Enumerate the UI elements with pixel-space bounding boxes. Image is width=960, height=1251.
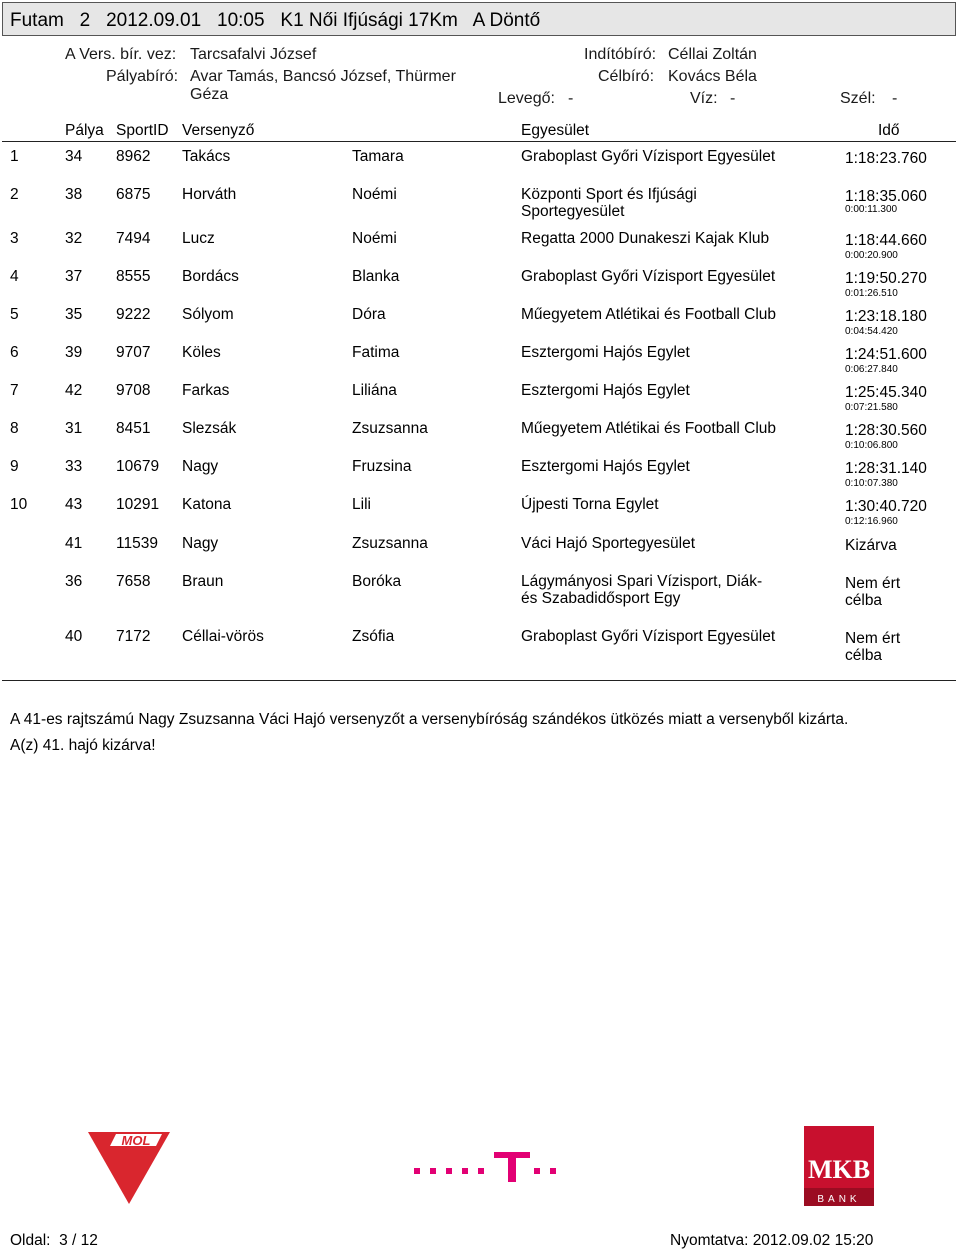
levego-label: Levegő: bbox=[498, 90, 555, 107]
lane: 39 bbox=[65, 344, 83, 361]
time: 1:30:40.720 bbox=[845, 498, 927, 515]
szel-label: Szél: bbox=[840, 90, 876, 107]
sportid: 8962 bbox=[116, 148, 151, 165]
first-name: Zsófia bbox=[352, 628, 395, 645]
mkb-bank-text: BANK bbox=[817, 1194, 861, 1205]
last-name: Horváth bbox=[182, 186, 237, 203]
time: 1:19:50.270 bbox=[845, 270, 927, 287]
celbiro-value: Kovács Béla bbox=[668, 68, 757, 85]
place: 9 bbox=[10, 458, 19, 475]
club: Esztergomi Hajós Egylet bbox=[521, 344, 690, 361]
header-divider bbox=[2, 141, 956, 142]
mol-logo-text: MOL bbox=[121, 1133, 151, 1148]
first-name: Dóra bbox=[352, 306, 386, 323]
lane: 36 bbox=[65, 573, 83, 590]
lane: 32 bbox=[65, 230, 83, 247]
place: 8 bbox=[10, 420, 19, 437]
place: 10 bbox=[10, 496, 28, 513]
time-diff: 0:12:16.960 bbox=[845, 516, 898, 527]
time: 1:28:31.140 bbox=[845, 460, 927, 477]
sportid: 8555 bbox=[116, 268, 151, 285]
time: 1:25:45.340 bbox=[845, 384, 927, 401]
page-number: Oldal: 3 / 12 bbox=[10, 1232, 98, 1249]
last-name: Nagy bbox=[182, 458, 219, 475]
first-name: Fruzsina bbox=[352, 458, 412, 475]
time-diff: 0:10:06.800 bbox=[845, 440, 898, 451]
note-boat-disqualified: A(z) 41. hajó kizárva! bbox=[10, 737, 156, 754]
first-name: Tamara bbox=[352, 148, 404, 165]
place: 4 bbox=[10, 268, 19, 285]
last-name: Slezsák bbox=[182, 420, 237, 437]
club: Központi Sport és Ifjúsági Sportegyesület bbox=[521, 186, 697, 220]
last-name: Céllai-vörös bbox=[182, 628, 264, 645]
last-name: Farkas bbox=[182, 382, 230, 399]
first-name: Boróka bbox=[352, 573, 402, 590]
last-name: Katona bbox=[182, 496, 232, 513]
first-name: Blanka bbox=[352, 268, 400, 285]
lane: 34 bbox=[65, 148, 83, 165]
sportid: 6875 bbox=[116, 186, 151, 203]
place: 6 bbox=[10, 344, 19, 361]
viz-value: - bbox=[730, 90, 736, 107]
sportid: 9708 bbox=[116, 382, 151, 399]
col-egyesulet: Egyesület bbox=[521, 122, 590, 139]
mkb-logo-text: MKB bbox=[807, 1155, 871, 1184]
lane: 43 bbox=[65, 496, 83, 513]
time-diff: 0:10:07.380 bbox=[845, 478, 898, 489]
celbiro-label: Célbíró: bbox=[598, 68, 655, 85]
place: 5 bbox=[10, 306, 19, 323]
sportid: 11539 bbox=[116, 535, 158, 552]
inditobiro-value: Céllai Zoltán bbox=[668, 46, 757, 63]
lane: 40 bbox=[65, 628, 83, 645]
lane: 38 bbox=[65, 186, 83, 203]
sportid: 7658 bbox=[116, 573, 151, 590]
sportid: 8451 bbox=[116, 420, 151, 437]
last-name: Takács bbox=[182, 148, 231, 165]
status: Kizárva bbox=[845, 537, 897, 554]
club: Graboplast Győri Vízisport Egyesület bbox=[521, 268, 776, 285]
mol-logo bbox=[88, 1132, 170, 1204]
time: 1:28:30.560 bbox=[845, 422, 927, 439]
levego-value: - bbox=[568, 90, 574, 107]
club: Regatta 2000 Dunakeszi Kajak Klub bbox=[521, 230, 770, 247]
table-bottom-divider bbox=[2, 680, 956, 681]
lane: 42 bbox=[65, 382, 83, 399]
print-timestamp: Nyomtatva: 2012.09.02 15:20 bbox=[670, 1232, 874, 1249]
club: Graboplast Győri Vízisport Egyesület bbox=[521, 148, 776, 165]
time-diff: 0:07:21.580 bbox=[845, 402, 898, 413]
sportid: 10291 bbox=[116, 496, 160, 513]
telekom-logo bbox=[414, 1152, 560, 1186]
last-name: Braun bbox=[182, 573, 224, 590]
vers-biro-label: A Vers. bír. vez: bbox=[65, 46, 177, 63]
first-name: Zsuzsanna bbox=[352, 420, 428, 437]
last-name: Lucz bbox=[182, 230, 215, 247]
col-sportid: SportID bbox=[116, 122, 169, 139]
place: 2 bbox=[10, 186, 19, 203]
club: Esztergomi Hajós Egylet bbox=[521, 458, 690, 475]
lane: 35 bbox=[65, 306, 83, 323]
viz-label: Víz: bbox=[690, 90, 718, 107]
last-name: Köles bbox=[182, 344, 221, 361]
note-disqualification: A 41-es rajtszámú Nagy Zsuzsanna Váci Hajó versenyzőt a versenybíróság szándékos ütközés miatt a versenyből kizárta. bbox=[10, 711, 849, 728]
sportid: 7172 bbox=[116, 628, 151, 645]
time-diff: 0:00:11.300 bbox=[845, 204, 898, 215]
status: Nem ért célba bbox=[845, 575, 901, 609]
lane: 37 bbox=[65, 268, 83, 285]
time: 1:18:44.660 bbox=[845, 232, 927, 249]
szel-value: - bbox=[892, 90, 898, 107]
place: 7 bbox=[10, 382, 19, 399]
lane: 41 bbox=[65, 535, 83, 552]
first-name: Fatima bbox=[352, 344, 400, 361]
first-name: Zsuzsanna bbox=[352, 535, 428, 552]
vers-biro-value: Tarcsafalvi József bbox=[190, 46, 317, 63]
club: Graboplast Győri Vízisport Egyesület bbox=[521, 628, 776, 645]
status: Nem ért célba bbox=[845, 630, 901, 664]
col-versenyzo: Versenyző bbox=[182, 122, 255, 139]
first-name: Noémi bbox=[352, 230, 397, 247]
palyabiro-value-line1: Avar Tamás, Bancsó József, Thürmer bbox=[190, 68, 456, 85]
time: 1:23:18.180 bbox=[845, 308, 927, 325]
first-name: Noémi bbox=[352, 186, 397, 203]
lane: 31 bbox=[65, 420, 83, 437]
first-name: Liliána bbox=[352, 382, 397, 399]
time: 1:24:51.600 bbox=[845, 346, 927, 363]
last-name: Bordács bbox=[182, 268, 239, 285]
club: Váci Hajó Sportegyesület bbox=[521, 535, 696, 552]
place: 3 bbox=[10, 230, 19, 247]
lane: 33 bbox=[65, 458, 83, 475]
col-ido: Idő bbox=[878, 122, 900, 139]
time-diff: 0:04:54.420 bbox=[845, 326, 898, 337]
sportid: 9222 bbox=[116, 306, 151, 323]
time-diff: 0:01:26.510 bbox=[845, 288, 898, 299]
first-name: Lili bbox=[352, 496, 371, 513]
time-diff: 0:06:27.840 bbox=[845, 364, 898, 375]
time: 1:18:23.760 bbox=[845, 150, 927, 167]
time-diff: 0:00:20.900 bbox=[845, 250, 898, 261]
club: Újpesti Torna Egylet bbox=[521, 496, 659, 513]
club: Esztergomi Hajós Egylet bbox=[521, 382, 690, 399]
inditobiro-label: Indítóbíró: bbox=[584, 46, 657, 63]
last-name: Sólyom bbox=[182, 306, 234, 323]
sportid: 7494 bbox=[116, 230, 151, 247]
palyabiro-label: Pályabíró: bbox=[106, 68, 179, 85]
place: 1 bbox=[10, 148, 19, 165]
last-name: Nagy bbox=[182, 535, 219, 552]
race-title: Futam 2 2012.09.01 10:05 K1 Női Ifjúsági 17Km A Döntő bbox=[10, 10, 541, 31]
sportid: 10679 bbox=[116, 458, 160, 475]
time: 1:18:35.060 bbox=[845, 188, 927, 205]
mkb-bank-logo bbox=[804, 1126, 874, 1206]
club: Műegyetem Atlétikai és Football Club bbox=[521, 420, 777, 437]
club: Lágymányosi Spari Vízisport, Diák- és Szabadidősport Egy bbox=[521, 573, 763, 607]
col-palya: Pálya bbox=[65, 122, 104, 139]
sportid: 9707 bbox=[116, 344, 151, 361]
palyabiro-value-line2: Géza bbox=[190, 86, 229, 103]
club: Műegyetem Atlétikai és Football Club bbox=[521, 306, 777, 323]
